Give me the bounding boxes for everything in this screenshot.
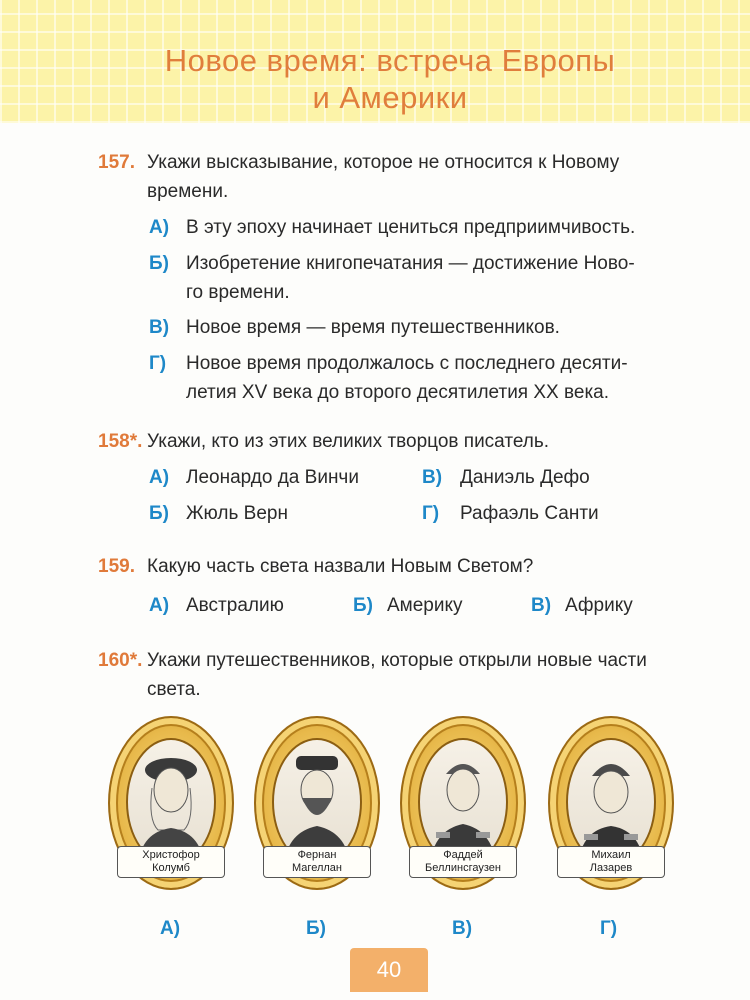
option-text: Африку (565, 595, 633, 616)
question-number: 158*. (98, 431, 143, 452)
question-text: Какую часть света назвали Новым Светом? (147, 556, 534, 577)
option-letter: В) (149, 317, 170, 338)
option-text: Даниэль Дефо (460, 467, 590, 488)
option-letter: А) (149, 595, 170, 616)
option-text: В эту эпоху начинает цениться предприимчивость. (186, 217, 636, 238)
portrait-name-line: Христофор (142, 849, 200, 861)
option-text: го времени. (186, 282, 290, 303)
option-letter: Б) (149, 503, 169, 524)
portrait-caption (409, 846, 517, 878)
portrait-name-line: Михаил (591, 849, 631, 861)
option-letter: В) (422, 467, 443, 488)
option-letter: В) (531, 595, 552, 616)
portrait-caption (557, 846, 665, 878)
header-banner (0, 0, 750, 123)
portrait-magellan[interactable] (254, 716, 380, 902)
portrait-caption (117, 846, 225, 878)
option-text: Жюль Верн (186, 503, 288, 524)
page-number: 40 (350, 948, 428, 992)
portrait-name-line: Фернан (297, 849, 337, 861)
option-text: Леонардо да Винчи (186, 467, 359, 488)
title-line-1: Новое время: встреча Европы (164, 43, 616, 78)
question-number: 160*. (98, 650, 143, 671)
option-letter: Б) (353, 595, 373, 616)
portrait-letter-v[interactable]: В) (452, 918, 473, 939)
portrait-columbus[interactable] (108, 716, 234, 902)
option-text: Изобретение книгопечатания — достижение Ново- (186, 253, 635, 274)
portrait-caption (263, 846, 371, 878)
option-text: Австралию (186, 595, 284, 616)
option-letter: Г) (422, 503, 440, 524)
option-letter: А) (149, 217, 170, 238)
option-text: Новое время продолжалось с последнего десяти- (186, 353, 628, 374)
portrait-bellingshausen[interactable] (400, 716, 526, 902)
option-letter: Г) (149, 353, 167, 374)
portrait-name-line: Фаддей (443, 849, 483, 861)
portrait-lazarev[interactable] (548, 716, 674, 902)
question-text: Укажи высказывание, которое не относится к Новому (147, 152, 620, 173)
question-number: 159. (98, 556, 135, 577)
portrait-name-line: Лазарев (589, 862, 633, 874)
portrait-letter-a[interactable]: А) (160, 918, 181, 939)
option-letter: А) (149, 467, 170, 488)
portrait-letter-g[interactable]: Г) (600, 918, 618, 939)
option-text: Америку (387, 595, 463, 616)
option-text: летия XV века до второго десятилетия XX века. (186, 382, 610, 403)
question-text: Укажи, кто из этих великих творцов писатель. (147, 431, 550, 452)
option-text: Рафаэль Санти (460, 503, 599, 524)
question-text: света. (147, 679, 201, 700)
question-number: 157. (98, 152, 135, 173)
portrait-name-line: Беллинсгаузен (425, 862, 501, 874)
page-title (0, 42, 750, 116)
question-text: времени. (147, 181, 229, 202)
title-line-2: и Америки (312, 80, 468, 115)
portrait-letter-b[interactable]: Б) (306, 918, 326, 939)
question-text: Укажи путешественников, которые открыли новые части (147, 650, 647, 671)
option-text: Новое время — время путешественников. (186, 317, 560, 338)
option-letter: Б) (149, 253, 169, 274)
portrait-name-line: Магеллан (292, 862, 342, 874)
portrait-name-line: Колумб (152, 862, 190, 874)
